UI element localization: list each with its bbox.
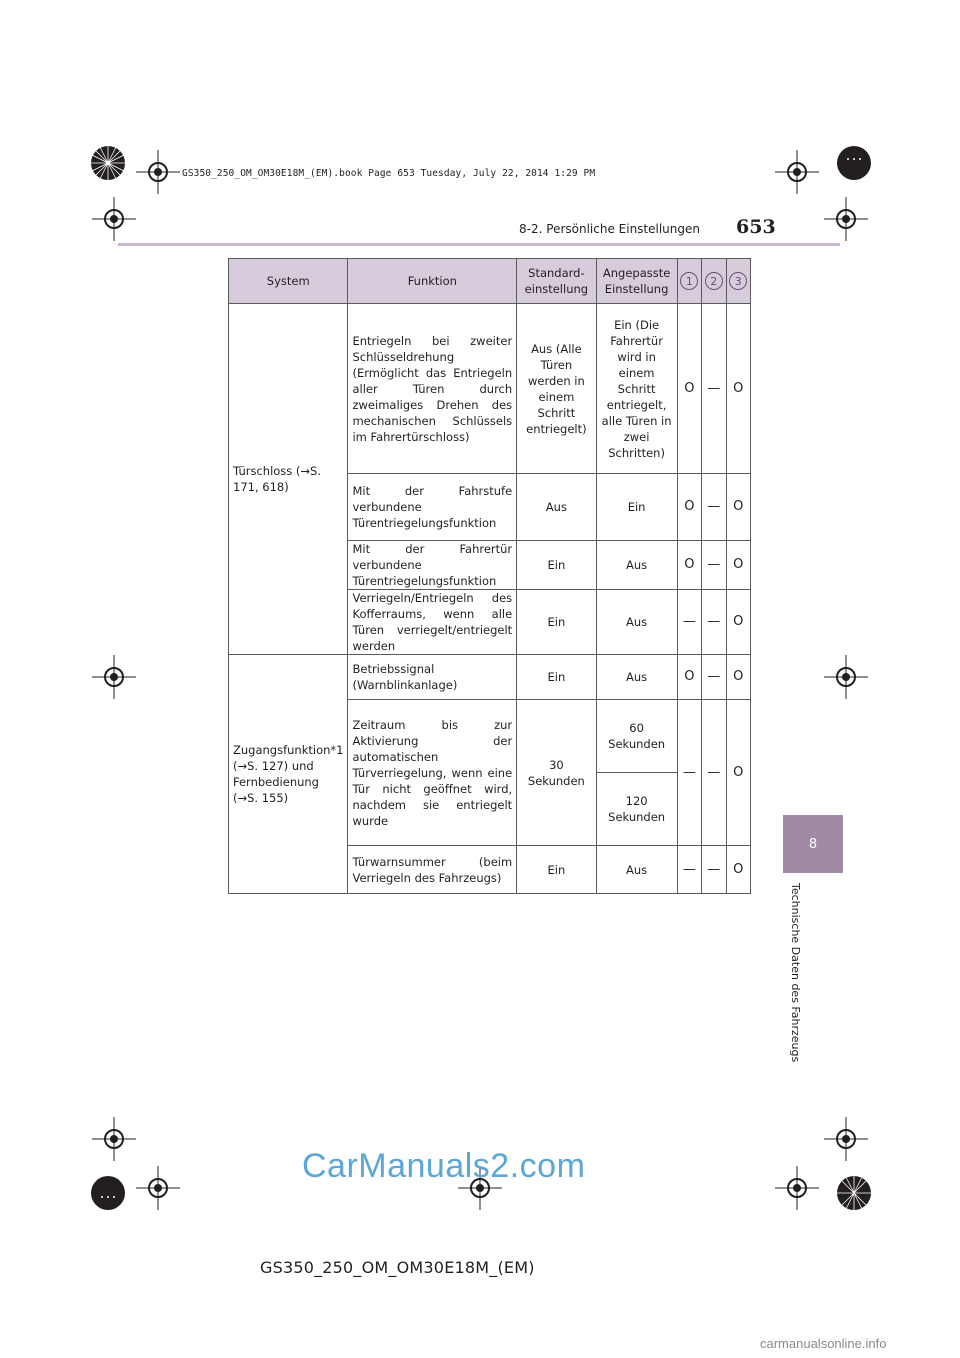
function-cell: Mit der Fahrertür verbundene Türentriegelungsfunktion xyxy=(348,541,517,590)
method-1-cell: — xyxy=(677,590,701,655)
crosshair-mark-icon xyxy=(136,1166,180,1210)
header-custom: Angepasste Einstellung xyxy=(596,259,677,304)
method-1-cell: O xyxy=(677,541,701,590)
function-cell: Verriegeln/Entriegeln des Kofferraums, wenn alle Türen verriegelt/entriegelt werden xyxy=(348,590,517,655)
method-1-icon: 1 xyxy=(680,272,698,290)
function-cell: Zeitraum bis zur Aktivierung der automatischen Türverriegelung, wenn eine Tür nicht geöffnet wird, nachdem sie entriegelt wurde xyxy=(348,700,517,846)
system-cell: Zugangsfunktion*1 (→S. 127) und Fernbedienung (→S. 155) xyxy=(229,655,348,894)
crosshair-mark-icon xyxy=(92,197,136,241)
table-row xyxy=(229,655,751,700)
function-cell: Entriegeln bei zweiter Schlüsseldrehung (Ermöglicht das Entriegeln aller Türen durch zweimaliges Drehen des mechanischen Schlüssels im Fahrertürschloss) xyxy=(348,304,517,474)
method-2-cell: — xyxy=(702,846,726,894)
method-3-cell: O xyxy=(726,474,750,541)
crosshair-mark-icon xyxy=(824,655,868,699)
custom-cell: Ein (Die Fahrertür wird in einem Schritt entriegelt, alle Türen in zwei Schritten) xyxy=(596,304,677,474)
custom-cell: Aus xyxy=(596,590,677,655)
crosshair-mark-icon xyxy=(775,150,819,194)
header-rule xyxy=(118,243,840,246)
function-cell: Türwarnsummer (beim Verriegeln des Fahrzeugs) xyxy=(348,846,517,894)
method-2-cell: — xyxy=(702,700,726,846)
method-2-cell: — xyxy=(702,590,726,655)
settings-table xyxy=(228,258,751,894)
custom-cell: Ein xyxy=(596,474,677,541)
registration-mark-icon xyxy=(90,1175,126,1211)
method-3-cell: O xyxy=(726,846,750,894)
watermark-bottom: carmanualsonline.info xyxy=(760,1336,887,1351)
custom-cell-a: 60 Sekunden xyxy=(596,700,677,773)
header-method-3 xyxy=(726,259,750,304)
default-cell: 30 Sekunden xyxy=(517,700,596,846)
method-2-icon: 2 xyxy=(705,272,723,290)
chapter-number: 8 xyxy=(808,836,818,852)
chapter-title-vertical: Technische Daten des Fahrzeugs xyxy=(789,883,802,1063)
custom-cell: Aus xyxy=(596,655,677,700)
table-header-row xyxy=(229,259,751,304)
method-1-cell: O xyxy=(677,655,701,700)
method-1-cell: — xyxy=(677,700,701,846)
registration-mark-icon xyxy=(836,145,872,181)
header-method-2 xyxy=(702,259,726,304)
header-function: Funktion xyxy=(348,259,517,304)
function-cell: Betriebssignal (Warnblinkanlage) xyxy=(348,655,517,700)
method-3-icon: 3 xyxy=(729,272,747,290)
footer-code: GS350_250_OM_OM30E18M_(EM) xyxy=(260,1258,535,1277)
watermark-main: CarManuals2.com xyxy=(302,1147,586,1185)
header-default: Standard-einstellung xyxy=(517,259,596,304)
custom-cell: Aus xyxy=(596,846,677,894)
section-title: 8-2. Persönliche Einstellungen xyxy=(519,222,700,236)
method-1-cell: — xyxy=(677,846,701,894)
method-2-cell: — xyxy=(702,541,726,590)
method-3-cell: O xyxy=(726,700,750,846)
table-row xyxy=(229,304,751,474)
page-number: 653 xyxy=(736,216,776,238)
registration-mark-icon xyxy=(836,1175,872,1211)
crosshair-mark-icon xyxy=(824,1117,868,1161)
system-cell: Türschloss (→S. 171, 618) xyxy=(229,304,348,655)
chapter-tab xyxy=(783,815,843,873)
crosshair-mark-icon xyxy=(824,197,868,241)
default-cell: Ein xyxy=(517,541,596,590)
method-3-cell: O xyxy=(726,541,750,590)
custom-cell-b: 120 Sekunden xyxy=(596,773,677,846)
crosshair-mark-icon xyxy=(92,1117,136,1161)
header-system: System xyxy=(229,259,348,304)
method-1-cell: O xyxy=(677,304,701,474)
method-2-cell: — xyxy=(702,655,726,700)
book-info-line: GS350_250_OM_OM30E18M_(EM).book Page 653 Tuesday, July 22, 2014 1:29 PM xyxy=(182,168,596,179)
method-3-cell: O xyxy=(726,655,750,700)
registration-mark-icon xyxy=(90,145,126,181)
crosshair-mark-icon xyxy=(92,655,136,699)
default-cell: Ein xyxy=(517,655,596,700)
header-method-1 xyxy=(677,259,701,304)
method-3-cell: O xyxy=(726,590,750,655)
method-2-cell: — xyxy=(702,474,726,541)
default-cell: Ein xyxy=(517,846,596,894)
method-3-cell: O xyxy=(726,304,750,474)
crosshair-mark-icon xyxy=(136,150,180,194)
default-cell: Aus xyxy=(517,474,596,541)
function-cell: Mit der Fahrstufe verbundene Türentriegelungsfunktion xyxy=(348,474,517,541)
crosshair-mark-icon xyxy=(775,1166,819,1210)
default-cell: Ein xyxy=(517,590,596,655)
method-1-cell: O xyxy=(677,474,701,541)
custom-cell: Aus xyxy=(596,541,677,590)
method-2-cell: — xyxy=(702,304,726,474)
default-cell: Aus (Alle Türen werden in einem Schritt entriegelt) xyxy=(517,304,596,474)
